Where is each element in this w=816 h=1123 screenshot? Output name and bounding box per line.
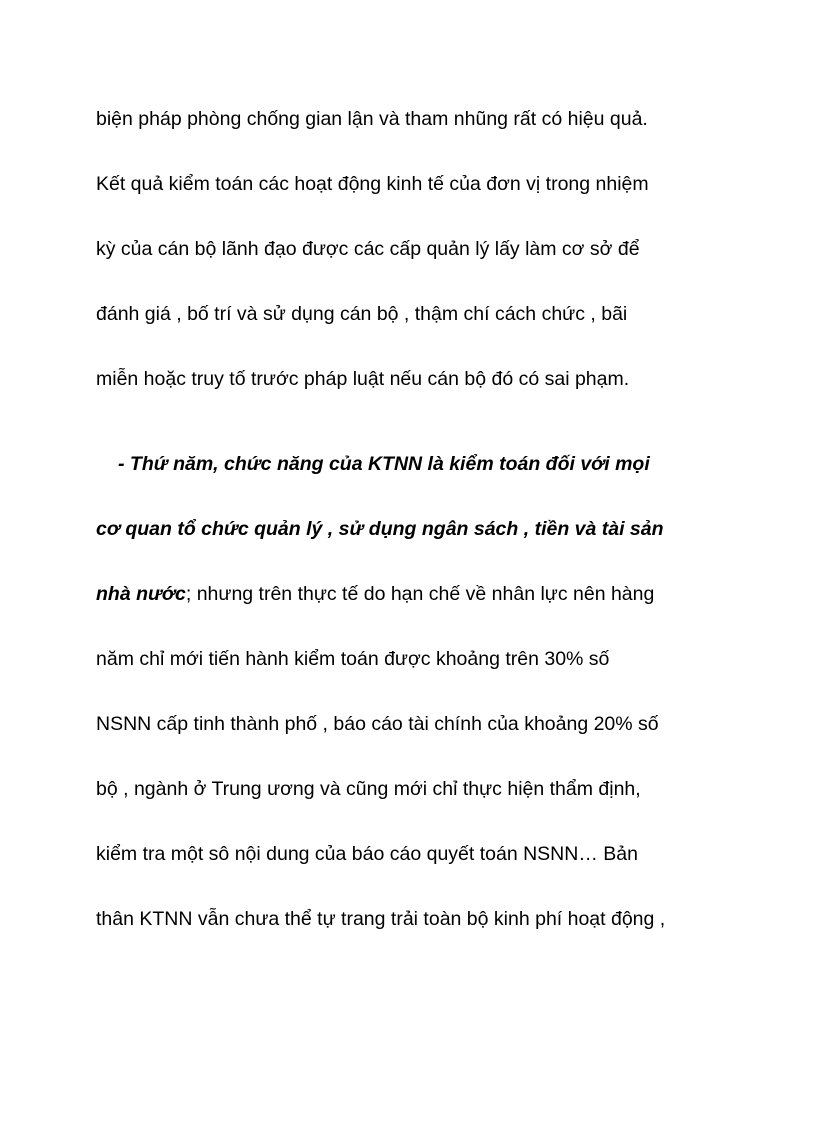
paragraph-line: kiểm tra một sô nội dung của báo cáo quyết toán NSNN… Bản — [96, 843, 638, 865]
emphasis-text: nhà nước — [96, 583, 186, 605]
emphasis-line: - Thứ năm, chức năng của KTNN là kiểm toán đối với mọi — [118, 453, 650, 475]
paragraph-line: kỳ của cán bộ lãnh đạo được các cấp quản lý lấy làm cơ sở để — [96, 238, 640, 260]
paragraph-line: NSNN cấp tinh thành phố , báo cáo tài chính của khoảng 20% số — [96, 713, 659, 735]
normal-text: ; nhưng trên thực tế do hạn chế về nhân lực nên hàng — [185, 583, 655, 605]
mixed-line — [96, 582, 654, 606]
paragraph-line: miễn hoặc truy tố trước pháp luật nếu cán bộ đó có sai phạm. — [96, 368, 630, 390]
paragraph-line: Kết quả kiểm toán các hoạt động kinh tế của đơn vị trong nhiệm — [96, 173, 649, 195]
paragraph-line: biện pháp phòng chống gian lận và tham nhũng rất có hiệu quả. — [96, 108, 648, 130]
paragraph-line: bộ , ngành ở Trung ương và cũng mới chỉ thực hiện thẩm định, — [96, 778, 641, 800]
paragraph-line: năm chỉ mới tiến hành kiểm toán được khoảng trên 30% số — [96, 648, 610, 670]
paragraph-line: đánh giá , bố trí và sử dụng cán bộ , thậm chí cách chức , bãi — [96, 303, 628, 325]
emphasis-line: cơ quan tổ chức quản lý , sử dụng ngân sách , tiền và tài sản — [96, 518, 664, 540]
paragraph-line: thân KTNN vẫn chưa thể tự trang trải toàn bộ kinh phí hoạt động , — [96, 908, 666, 930]
